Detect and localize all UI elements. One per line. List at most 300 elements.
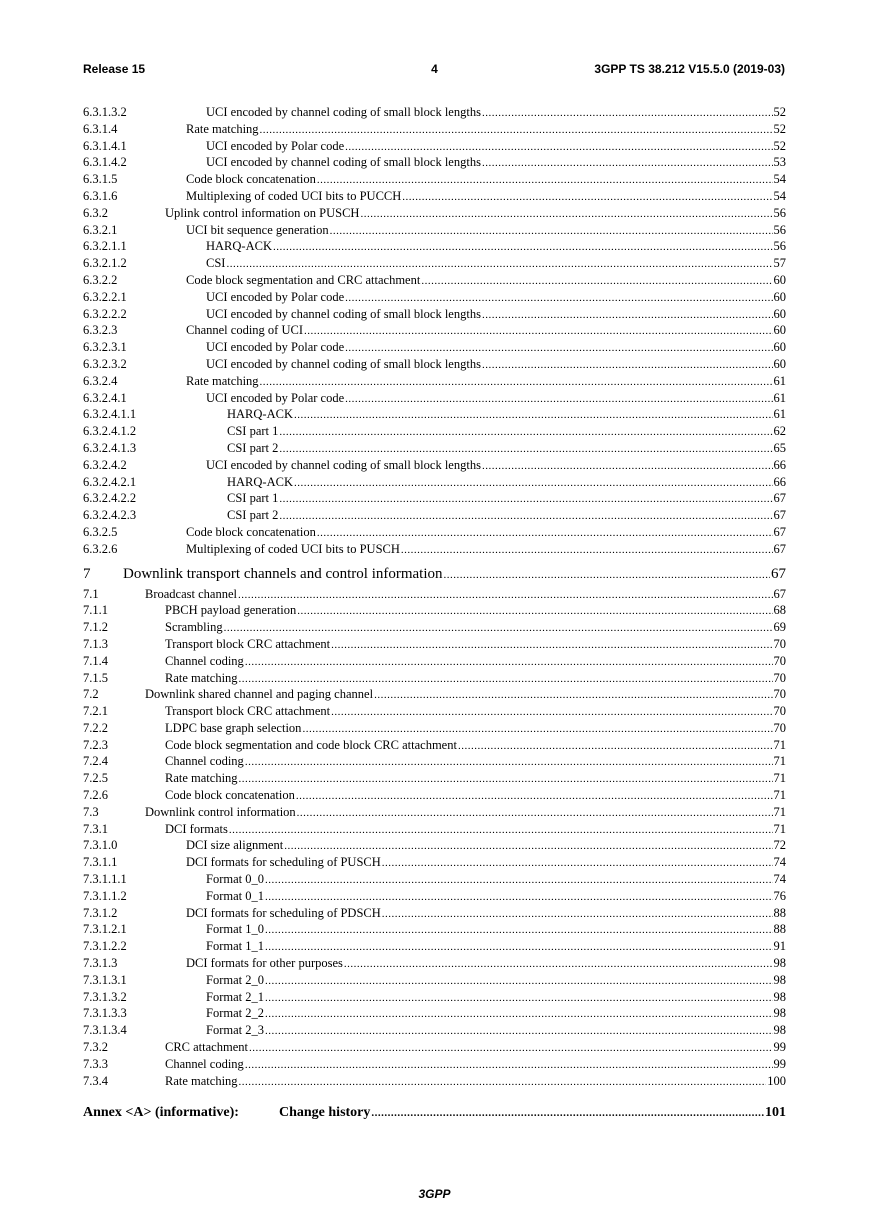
toc-entry-page: 70 <box>773 653 786 668</box>
toc-entry-number: 7.3.1.1.1 <box>83 872 127 887</box>
toc-entry[interactable] <box>83 564 786 584</box>
toc-leader-dots <box>297 805 773 822</box>
toc-entry-number: 7.2.3 <box>83 737 108 752</box>
toc-entry-page: 65 <box>773 440 786 455</box>
toc-leader-dots <box>279 491 772 508</box>
toc-entry[interactable] <box>83 474 786 491</box>
toc-entry[interactable] <box>83 541 786 558</box>
toc-entry-title: Format 2_1 <box>206 989 264 1004</box>
toc-leader-dots <box>304 323 773 340</box>
toc-entry-number: 7.1.2 <box>83 620 108 635</box>
toc-entry-page: 67 <box>773 524 786 539</box>
toc-leader-dots <box>382 906 773 923</box>
toc-entry[interactable] <box>83 602 786 619</box>
toc-entry[interactable] <box>83 104 786 121</box>
toc-entry-title: Format 0_0 <box>206 872 264 887</box>
toc-leader-dots <box>482 307 773 324</box>
toc-entry-page: 70 <box>773 636 786 651</box>
toc-entry-title: UCI encoded by Polar code <box>206 340 345 355</box>
toc-entry-number: 7.3.1.2.1 <box>83 922 127 937</box>
toc-leader-dots <box>265 973 773 990</box>
toc-entry-page: 76 <box>773 888 786 903</box>
toc-leader-dots <box>482 105 773 122</box>
toc-entry-title: UCI encoded by Polar code <box>206 138 345 153</box>
toc-entry-title: DCI formats for scheduling of PUSCH <box>186 855 381 870</box>
toc-entry-page: 71 <box>773 821 786 836</box>
toc-entry-title: Channel coding <box>165 754 244 769</box>
toc-entry-number: 7.3.2 <box>83 1040 108 1055</box>
toc-entry[interactable] <box>83 322 786 339</box>
toc-entry-page: 67 <box>773 541 786 556</box>
toc-entry-title: CSI part 1 <box>227 491 279 506</box>
toc-entry-title: Channel coding of UCI <box>186 323 303 338</box>
toc-entry-number: 6.3.2.6 <box>83 541 118 556</box>
toc-leader-dots <box>317 172 773 189</box>
toc-entry-title: CSI part 2 <box>227 440 279 455</box>
toc-entry-number: 6.3.2.4.1.2 <box>83 424 137 439</box>
table-of-contents <box>83 104 786 1123</box>
toc-entry-title: HARQ-ACK <box>206 239 272 254</box>
toc-entry-title: Downlink control information <box>145 804 296 819</box>
toc-leader-dots <box>245 1057 773 1074</box>
toc-entry[interactable] <box>83 686 786 703</box>
toc-leader-dots <box>330 223 773 240</box>
toc-entry-number: 6.3.2.4.1.3 <box>83 440 137 455</box>
toc-entry-title: DCI size alignment <box>186 838 284 853</box>
toc-entry-number: 6.3.1.5 <box>83 172 118 187</box>
toc-entry-page: 60 <box>773 340 786 355</box>
toc-entry-number: 6.3.1.3.2 <box>83 105 127 119</box>
toc-entry-number: 7.3.1.3.1 <box>83 972 127 987</box>
toc-leader-dots <box>296 788 773 805</box>
toc-leader-dots <box>224 620 773 637</box>
toc-entry-title: Format 1_0 <box>206 922 264 937</box>
toc-entry[interactable] <box>83 619 786 636</box>
toc-entry-page: 99 <box>773 1040 786 1055</box>
toc-entry-page: 60 <box>773 356 786 371</box>
footer-3gpp: 3GPP <box>418 1187 451 1201</box>
toc-leader-dots <box>345 391 772 408</box>
toc-entry-number: 6.3.2.1.1 <box>83 239 127 254</box>
toc-leader-dots <box>345 340 772 357</box>
toc-leader-dots <box>360 206 772 223</box>
toc-entry-title: Multiplexing of coded UCI bits to PUCCH <box>186 188 402 203</box>
toc-leader-dots <box>331 637 772 654</box>
toc-entry[interactable] <box>83 837 786 854</box>
toc-entry[interactable] <box>83 921 786 938</box>
toc-leader-dots <box>374 687 772 704</box>
toc-entry-page: 52 <box>773 121 786 136</box>
toc-entry-number: 7.3.3 <box>83 1056 108 1071</box>
toc-entry-title: Transport block CRC attachment <box>165 704 331 719</box>
toc-entry-title: UCI encoded by channel coding of small block lengths <box>206 105 481 119</box>
toc-leader-dots <box>273 239 773 256</box>
toc-leader-dots <box>401 542 773 559</box>
toc-entry-page: 88 <box>773 905 786 920</box>
toc-leader-dots <box>229 822 773 839</box>
toc-entry[interactable] <box>83 238 786 255</box>
toc-entry[interactable] <box>83 457 786 474</box>
toc-entry-number: 6.3.2.3.2 <box>83 356 127 371</box>
toc-entry[interactable] <box>83 770 786 787</box>
toc-entry-title: Rate matching <box>186 373 259 388</box>
toc-entry-title: LDPC base graph selection <box>165 720 302 735</box>
toc-entry[interactable] <box>83 955 786 972</box>
toc-leader-dots <box>265 990 773 1007</box>
toc-entry-title: Rate matching <box>165 670 238 685</box>
toc-entry-title: CSI part 2 <box>227 508 279 523</box>
toc-entry-title: Change history <box>279 1105 371 1121</box>
header-release: Release 15 <box>83 62 146 76</box>
toc-entry-page: 52 <box>773 138 786 153</box>
toc-entry-page: 66 <box>773 457 786 472</box>
toc-entry[interactable] <box>83 423 786 440</box>
toc-entry-number: 6.3.2.2.1 <box>83 289 127 304</box>
toc-leader-dots <box>302 721 772 738</box>
toc-entry[interactable] <box>83 1056 786 1073</box>
toc-leader-dots <box>260 122 773 139</box>
toc-entry-title: Code block segmentation and code block CRC attachment <box>165 737 457 752</box>
toc-entry-page: 98 <box>773 1006 786 1021</box>
toc-entry[interactable] <box>83 339 786 356</box>
toc-entry-page: 69 <box>773 620 786 635</box>
toc-entry-title: DCI formats for scheduling of PDSCH <box>186 905 381 920</box>
toc-entry-number: 6.3.2.2 <box>83 272 118 287</box>
toc-entry-page: 61 <box>773 407 786 422</box>
toc-entry-number: 7.3.1.2 <box>83 905 118 920</box>
toc-entry[interactable] <box>83 205 786 222</box>
toc-entry-page: 57 <box>773 256 786 271</box>
toc-leader-dots <box>402 189 772 206</box>
toc-leader-dots <box>239 671 773 688</box>
toc-leader-dots <box>279 441 772 458</box>
toc-entry-title: Rate matching <box>165 771 238 786</box>
toc-entry-number: 7.1.1 <box>83 603 108 618</box>
toc-entry-title: Channel coding <box>165 1056 244 1071</box>
toc-entry-title: Code block concatenation <box>186 524 316 539</box>
toc-entry[interactable] <box>83 670 786 687</box>
toc-entry-number: 7.1.4 <box>83 653 108 668</box>
toc-leader-dots <box>265 889 773 906</box>
toc-entry[interactable] <box>83 854 786 871</box>
toc-leader-dots <box>458 738 773 755</box>
toc-leader-dots <box>245 754 773 771</box>
toc-leader-dots <box>421 273 772 290</box>
toc-entry-page: 71 <box>773 804 786 819</box>
toc-entry-page: 54 <box>773 172 786 187</box>
toc-entry-title: CSI <box>206 256 226 271</box>
toc-leader-dots <box>345 290 772 307</box>
toc-entry-page: 61 <box>773 390 786 405</box>
toc-leader-dots <box>482 458 773 475</box>
toc-entry[interactable] <box>83 1039 786 1056</box>
toc-entry-number: 7.3 <box>83 804 99 819</box>
toc-entry-number: 7.2.6 <box>83 788 108 803</box>
toc-entry-title: UCI encoded by Polar code <box>206 289 345 304</box>
toc-entry[interactable] <box>83 138 786 155</box>
toc-entry[interactable] <box>83 737 786 754</box>
toc-leader-dots <box>371 1103 764 1123</box>
toc-leader-dots <box>344 956 773 973</box>
toc-entry-title: Rate matching <box>165 1073 238 1088</box>
toc-entry-number: 6.3.2.4.1 <box>83 390 127 405</box>
toc-entry-page: 100 <box>767 1073 786 1088</box>
toc-entry-title: Channel coding <box>165 653 244 668</box>
toc-entry[interactable] <box>83 406 786 423</box>
toc-leader-dots <box>249 1040 773 1057</box>
toc-entry-number: 7.2.1 <box>83 704 108 719</box>
toc-entry-title: UCI encoded by channel coding of small block lengths <box>206 356 481 371</box>
toc-entry[interactable] <box>83 507 786 524</box>
toc-entry-page: 54 <box>773 188 786 203</box>
toc-entry-page: 67 <box>773 508 786 523</box>
toc-leader-dots <box>226 256 772 273</box>
toc-entry[interactable] <box>83 356 786 373</box>
toc-entry-page: 98 <box>773 972 786 987</box>
toc-entry-page: 60 <box>773 272 786 287</box>
toc-entry-page: 67 <box>773 586 786 601</box>
toc-leader-dots <box>265 922 773 939</box>
toc-entry-number: 6.3.2.2.2 <box>83 306 127 321</box>
toc-entry-title: Format 0_1 <box>206 888 264 903</box>
toc-entry-page: 53 <box>773 155 786 170</box>
toc-entry[interactable] <box>83 1073 786 1090</box>
toc-entry[interactable] <box>83 703 786 720</box>
toc-entry-title: Format 2_0 <box>206 972 264 987</box>
toc-leader-dots <box>279 424 772 441</box>
toc-leader-dots <box>294 407 773 424</box>
toc-entry[interactable] <box>83 636 786 653</box>
toc-entry-page: 68 <box>773 603 786 618</box>
toc-entry-page: 71 <box>773 737 786 752</box>
toc-entry-title: UCI encoded by Polar code <box>206 390 345 405</box>
toc-entry-number: 6.3.2.1.2 <box>83 256 127 271</box>
toc-entry[interactable] <box>83 1103 786 1123</box>
toc-entry-number: 6.3.2.3.1 <box>83 340 127 355</box>
toc-entry-title: Code block segmentation and CRC attachment <box>186 272 421 287</box>
toc-entry-title: UCI encoded by channel coding of small block lengths <box>206 155 481 170</box>
toc-entry-number: 6.3.2.5 <box>83 524 118 539</box>
toc-leader-dots <box>382 855 773 872</box>
toc-leader-dots <box>260 374 773 391</box>
toc-entry-page: 98 <box>773 989 786 1004</box>
toc-entry[interactable] <box>83 154 786 171</box>
toc-entry[interactable] <box>83 440 786 457</box>
toc-entry-number: 7.3.1.3.2 <box>83 989 127 1004</box>
toc-entry[interactable] <box>83 289 786 306</box>
toc-leader-dots <box>297 603 772 620</box>
toc-entry-page: 98 <box>773 956 786 971</box>
toc-entry-number: 6.3.2 <box>83 205 108 220</box>
toc-entry-number: 6.3.2.4.1.1 <box>83 407 137 422</box>
toc-entry-page: 62 <box>773 424 786 439</box>
toc-entry-page: 61 <box>773 373 786 388</box>
toc-entry[interactable] <box>83 720 786 737</box>
toc-entry-title: Downlink shared channel and paging channel <box>145 687 374 702</box>
toc-entry-page: 71 <box>773 788 786 803</box>
toc-entry-page: 60 <box>773 289 786 304</box>
toc-entry-page: 70 <box>773 670 786 685</box>
toc-entry-number: 7.3.1.2.2 <box>83 939 127 954</box>
toc-entry-page: 70 <box>773 704 786 719</box>
toc-entry[interactable] <box>83 888 786 905</box>
toc-entry-number: Annex <A> (informative): <box>83 1105 239 1121</box>
toc-entry-title: Rate matching <box>186 121 259 136</box>
toc-entry[interactable] <box>83 272 786 289</box>
toc-entry-number: 7.1.5 <box>83 670 108 685</box>
toc-entry-page: 60 <box>773 306 786 321</box>
toc-leader-dots <box>284 838 772 855</box>
toc-entry-page: 56 <box>773 205 786 220</box>
toc-entry-number: 7.3.1.3 <box>83 956 118 971</box>
toc-entry-number: 6.3.1.4.2 <box>83 155 127 170</box>
toc-entry-page: 71 <box>773 754 786 769</box>
toc-leader-dots <box>245 654 773 671</box>
toc-entry-title: UCI bit sequence generation <box>186 222 329 237</box>
toc-entry-title: HARQ-ACK <box>227 407 293 422</box>
toc-entry-title: Downlink transport channels and control information <box>123 565 443 582</box>
toc-leader-dots <box>444 565 770 585</box>
toc-entry[interactable] <box>83 753 786 770</box>
toc-entry-title: UCI encoded by channel coding of small block lengths <box>206 457 481 472</box>
toc-entry-number: 7.3.1.1 <box>83 855 118 870</box>
toc-entry-page: 91 <box>773 939 786 954</box>
toc-entry[interactable] <box>83 255 786 272</box>
toc-entry-title: HARQ-ACK <box>227 474 293 489</box>
toc-entry-number: 7.3.1 <box>83 821 108 836</box>
toc-entry-number: 7.2.2 <box>83 720 108 735</box>
toc-entry-number: 7.3.1.3.4 <box>83 1023 127 1038</box>
toc-entry-number: 6.3.2.4.2.2 <box>83 491 137 506</box>
toc-entry-title: Format 2_3 <box>206 1023 264 1038</box>
toc-entry[interactable] <box>83 1005 786 1022</box>
toc-entry-number: 7.2.5 <box>83 771 108 786</box>
toc-entry[interactable] <box>83 905 786 922</box>
toc-entry-number: 7.2.4 <box>83 754 108 769</box>
toc-entry-number: 7.2 <box>83 687 99 702</box>
toc-entry-page: 67 <box>773 491 786 506</box>
header-page-number: 4 <box>431 62 438 76</box>
toc-entry-page: 52 <box>773 105 786 119</box>
toc-entry[interactable] <box>83 121 786 138</box>
toc-leader-dots <box>239 771 773 788</box>
toc-entry-number: 6.3.2.4 <box>83 373 118 388</box>
toc-leader-dots <box>239 1074 767 1091</box>
toc-entry-title: CRC attachment <box>165 1040 248 1055</box>
toc-entry-page: 67 <box>771 565 786 582</box>
toc-leader-dots <box>331 704 772 721</box>
toc-entry-title: Uplink control information on PUSCH <box>165 205 360 220</box>
toc-entry[interactable] <box>83 1022 786 1039</box>
toc-entry-number: 7.3.1.0 <box>83 838 118 853</box>
toc-entry[interactable] <box>83 188 786 205</box>
toc-entry-title: Broadcast channel <box>145 586 237 601</box>
toc-entry-number: 6.3.2.4.2.1 <box>83 474 137 489</box>
toc-entry-number: 6.3.2.4.2 <box>83 457 127 472</box>
toc-entry-title: Format 1_1 <box>206 939 264 954</box>
toc-entry-page: 74 <box>773 855 786 870</box>
toc-leader-dots <box>294 475 773 492</box>
toc-entry[interactable] <box>83 972 786 989</box>
toc-entry-page: 71 <box>773 771 786 786</box>
toc-entry[interactable] <box>83 306 786 323</box>
toc-entry-page: 66 <box>773 474 786 489</box>
toc-entry-title: DCI formats for other purposes <box>186 956 343 971</box>
toc-entry-page: 74 <box>773 872 786 887</box>
toc-entry-title: CSI part 1 <box>227 424 279 439</box>
toc-entry-number: 6.3.2.4.2.3 <box>83 508 137 523</box>
toc-entry-number: 6.3.1.6 <box>83 188 118 203</box>
toc-entry-number: 6.3.2.3 <box>83 323 118 338</box>
toc-entry[interactable] <box>83 390 786 407</box>
toc-entry-page: 99 <box>773 1056 786 1071</box>
toc-entry-page: 60 <box>773 323 786 338</box>
toc-entry-page: 56 <box>773 222 786 237</box>
toc-entry-title: Transport block CRC attachment <box>165 636 331 651</box>
toc-entry[interactable] <box>83 871 786 888</box>
toc-entry-title: Code block concatenation <box>165 788 295 803</box>
toc-leader-dots <box>265 872 773 889</box>
toc-leader-dots <box>482 155 773 172</box>
toc-leader-dots <box>238 587 773 604</box>
toc-entry-number: 7.3.4 <box>83 1073 108 1088</box>
toc-entry-number: 7.1.3 <box>83 636 108 651</box>
toc-entry[interactable] <box>83 989 786 1006</box>
toc-entry-number: 6.3.2.1 <box>83 222 118 237</box>
toc-entry-page: 98 <box>773 1023 786 1038</box>
toc-entry-page: 72 <box>773 838 786 853</box>
toc-entry[interactable] <box>83 821 786 838</box>
toc-entry-page: 70 <box>773 720 786 735</box>
toc-leader-dots <box>265 1023 773 1040</box>
toc-entry[interactable] <box>83 222 786 239</box>
toc-leader-dots <box>279 508 772 525</box>
toc-entry-page: 70 <box>773 687 786 702</box>
toc-entry-page: 101 <box>765 1105 786 1121</box>
toc-entry[interactable] <box>83 373 786 390</box>
toc-entry-title: PBCH payload generation <box>165 603 297 618</box>
toc-entry-title: UCI encoded by channel coding of small block lengths <box>206 306 481 321</box>
toc-entry[interactable] <box>83 653 786 670</box>
toc-leader-dots <box>265 939 773 956</box>
toc-leader-dots <box>265 1006 773 1023</box>
toc-entry-number: 7 <box>83 565 91 582</box>
toc-entry[interactable] <box>83 804 786 821</box>
toc-entry[interactable] <box>83 586 786 603</box>
toc-entry[interactable] <box>83 938 786 955</box>
toc-entry[interactable] <box>83 787 786 804</box>
toc-entry-number: 7.3.1.1.2 <box>83 888 127 903</box>
toc-entry-number: 7.1 <box>83 586 99 601</box>
toc-entry-title: DCI formats <box>165 821 228 836</box>
toc-leader-dots <box>482 357 773 374</box>
toc-leader-dots <box>317 525 773 542</box>
header-spec-id: 3GPP TS 38.212 V15.5.0 (2019-03) <box>594 62 785 76</box>
toc-leader-dots <box>345 139 772 156</box>
toc-entry-page: 88 <box>773 922 786 937</box>
toc-entry[interactable] <box>83 490 786 507</box>
toc-entry-title: Code block concatenation <box>186 172 316 187</box>
toc-entry-number: 7.3.1.3.3 <box>83 1006 127 1021</box>
toc-entry[interactable] <box>83 524 786 541</box>
toc-entry-title: Format 2_2 <box>206 1006 264 1021</box>
toc-entry-title: Scrambling <box>165 620 223 635</box>
toc-entry-number: 6.3.1.4.1 <box>83 138 127 153</box>
toc-entry[interactable] <box>83 171 786 188</box>
toc-entry-page: 56 <box>773 239 786 254</box>
toc-entry-title: Multiplexing of coded UCI bits to PUSCH <box>186 541 400 556</box>
toc-entry-number: 6.3.1.4 <box>83 121 118 136</box>
